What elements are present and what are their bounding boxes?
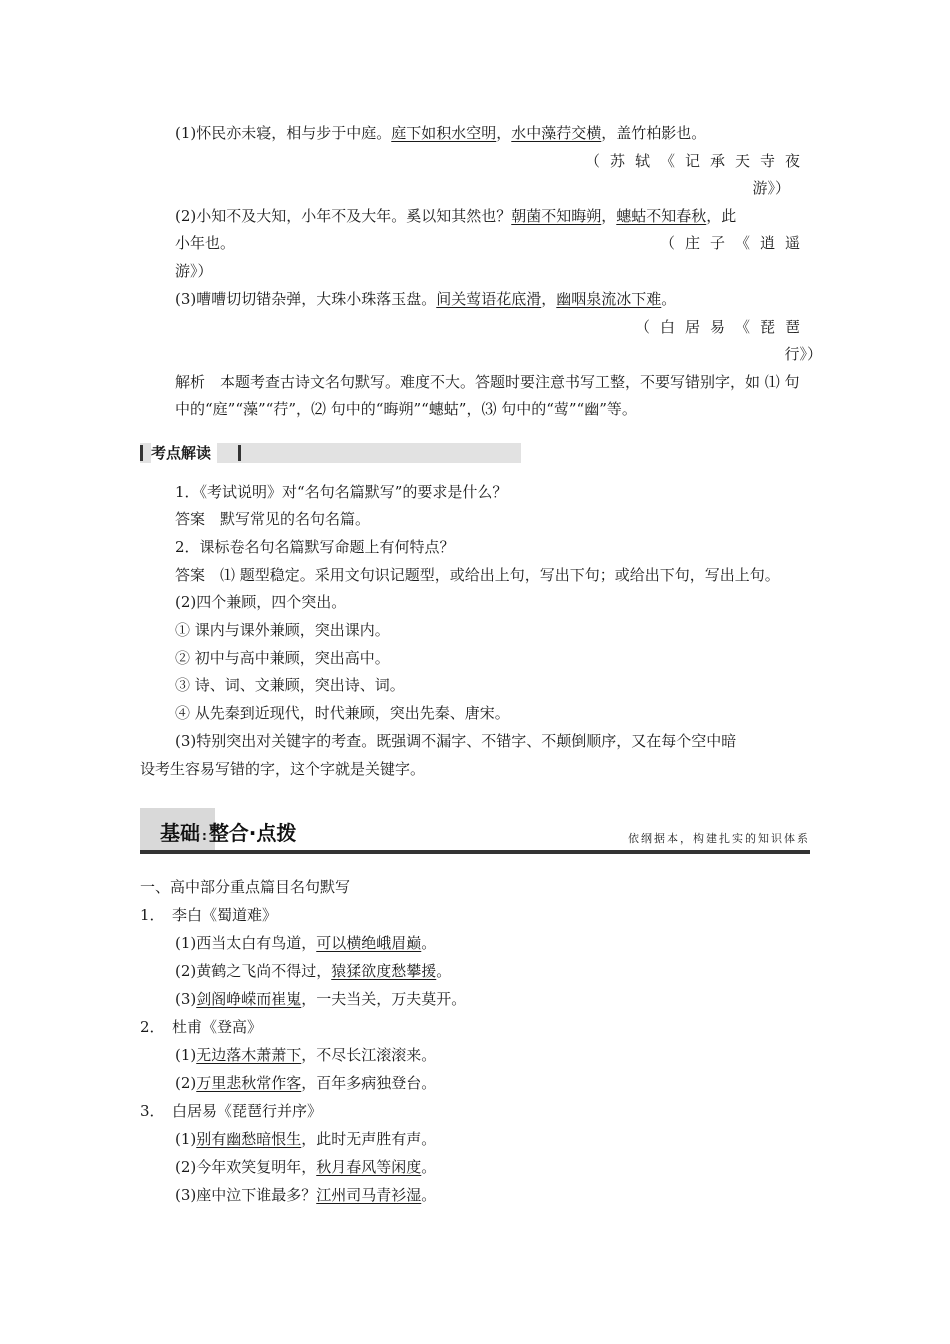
poem1-l1-tail: 。 bbox=[421, 934, 437, 952]
poem3-line-3 bbox=[175, 1184, 436, 1206]
poem2-l1-answer: 无边落木萧萧下 bbox=[196, 1046, 302, 1064]
q3-source-cont: 行》） bbox=[784, 345, 822, 363]
poem3-l2-tail: 。 bbox=[421, 1158, 437, 1176]
kaodian-item: (2)四个兼顾，四个突出。 bbox=[175, 593, 347, 611]
poem3-l1-tail: ，此时无声胜有声。 bbox=[301, 1130, 437, 1148]
poem1-l3-text: (3) bbox=[175, 990, 197, 1008]
kaodian-item: 2．课标卷名句名篇默写命题上有何特点？ bbox=[175, 538, 455, 556]
poem3-l3-answer: 江州司马青衫湿 bbox=[316, 1186, 422, 1204]
q2-line bbox=[175, 205, 736, 227]
q3-tail: 。 bbox=[661, 290, 677, 308]
poem2-l2-text: (2) bbox=[175, 1074, 197, 1092]
q1-tail: ，盖竹柏影也。 bbox=[601, 124, 707, 142]
jichu-rule bbox=[140, 850, 810, 854]
q2-answer-2: 蟪蛄不知春秋 bbox=[616, 207, 707, 225]
kaodian-title: 考点解读 bbox=[151, 443, 217, 463]
poem1-l2-text: (2)黄鹤之飞尚不得过， bbox=[175, 962, 332, 980]
kaodian-header bbox=[140, 443, 521, 463]
kaodian-item: 答案 ⑴ 题型稳定。采用文句识记题型，或给出上句，写出下句；或给出下句，写出上句。 bbox=[175, 566, 780, 584]
poem3-l1-text: (1) bbox=[175, 1130, 197, 1148]
poem2-l1-text: (1) bbox=[175, 1046, 197, 1064]
poem1-line-3 bbox=[175, 988, 466, 1010]
kaodian-item: ① 课内与课外兼顾，突出课内。 bbox=[175, 621, 390, 639]
poem1-l1-text: (1)西当太白有鸟道， bbox=[175, 934, 317, 952]
q3-line bbox=[175, 288, 676, 310]
kaodian-item: 设考生容易写错的字，这个字就是关键字。 bbox=[140, 760, 426, 778]
poem2-l2-tail: ，百年多病独登台。 bbox=[301, 1074, 437, 1092]
poem3-line-2 bbox=[175, 1156, 436, 1178]
q2-line-2: 小年也。 bbox=[175, 234, 236, 252]
q2-source: （庄子《逍遥 bbox=[659, 234, 810, 252]
q3-comma: ， bbox=[541, 290, 557, 308]
q2-answer-1: 朝菌不知晦朔 bbox=[511, 207, 602, 225]
kaodian-bar-right bbox=[238, 445, 241, 461]
kaodian-bar-left bbox=[140, 445, 143, 461]
q1-source: （苏轼《记承天寺夜 bbox=[584, 152, 810, 170]
poem3-l3-text: (3)座中泣下谁最多？ bbox=[175, 1186, 317, 1204]
analysis-line-2: 中的“庭”“藻”“荇”，⑵ 句中的“晦朔”“蟪蛄”，⑶ 句中的“莺”“幽”等。 bbox=[175, 400, 637, 418]
jichu-subtitle: 依纲据本，构建扎实的知识体系 bbox=[628, 832, 810, 845]
poem-title-1: 1． 李白《蜀道难》 bbox=[140, 906, 278, 924]
jichu-title bbox=[160, 820, 296, 849]
q3-answer-2: 幽咽泉流冰下难 bbox=[556, 290, 662, 308]
poem1-l3-answer: 剑阁峥嵘而崔嵬 bbox=[196, 990, 302, 1008]
poem2-l1-tail: ，不尽长江滚滚来。 bbox=[301, 1046, 437, 1064]
jichu-title-a: 基础 bbox=[160, 821, 200, 845]
q1-text: (1)怀民亦未寝，相与步于中庭。 bbox=[175, 124, 392, 142]
poem3-line-1 bbox=[175, 1128, 436, 1150]
q1-answer-2: 水中藻荇交横 bbox=[511, 124, 602, 142]
q1-answer-1: 庭下如积水空明 bbox=[391, 124, 497, 142]
poem1-line-2 bbox=[175, 960, 451, 982]
q2-comma: ， bbox=[601, 207, 617, 225]
poem1-l3-tail: ，一夫当关，万夫莫开。 bbox=[301, 990, 467, 1008]
q2-text: (2)小知不及大知，小年不及大年。奚以知其然也？ bbox=[175, 207, 512, 225]
q3-text: (3)嘈嘈切切错杂弹，大珠小珠落玉盘。 bbox=[175, 290, 437, 308]
poem2-line-2 bbox=[175, 1072, 436, 1094]
poem-title-3: 3． 白居易《琵琶行并序》 bbox=[140, 1102, 323, 1120]
q1-line bbox=[175, 122, 706, 144]
section-heading: 一、高中部分重点篇目名句默写 bbox=[140, 878, 351, 896]
kaodian-item: ④ 从先秦到近现代，时代兼顾，突出先秦、唐宋。 bbox=[175, 704, 510, 722]
analysis-line-1: 解析 本题考查古诗文名句默写。难度不大。答题时要注意书写工整，不要写错别字，如 ⑴ 句 bbox=[175, 373, 800, 391]
poem1-l2-answer: 猿猱欲度愁攀援 bbox=[331, 962, 437, 980]
jichu-title-b: 整合·点拨 bbox=[208, 821, 297, 845]
poem1-line-1 bbox=[175, 932, 436, 954]
jichu-sep: : bbox=[202, 829, 207, 843]
q2-tail: ，此 bbox=[706, 207, 737, 225]
poem1-l1-answer: 可以横绝峨眉巅 bbox=[316, 934, 422, 952]
poem2-line-1 bbox=[175, 1044, 436, 1066]
poem3-l2-text: (2)今年欢笑复明年， bbox=[175, 1158, 317, 1176]
poem2-l2-answer: 万里悲秋常作客 bbox=[196, 1074, 302, 1092]
kaodian-item: 1．《考试说明》对“名句名篇默写”的要求是什么？ bbox=[175, 483, 508, 501]
q1-comma: ， bbox=[496, 124, 512, 142]
kaodian-item: (3)特别突出对关键字的考查。既强调不漏字、不错字、不颠倒顺序，又在每个空中暗 bbox=[175, 732, 737, 750]
poem1-l2-tail: 。 bbox=[436, 962, 452, 980]
q3-source: （白居易《琵琶 bbox=[634, 318, 810, 336]
poem-title-2: 2． 杜甫《登高》 bbox=[140, 1018, 263, 1036]
poem3-l1-answer: 别有幽愁暗恨生 bbox=[196, 1130, 302, 1148]
q1-source-cont: 游》） bbox=[752, 179, 790, 197]
q2-source-cont: 游》） bbox=[175, 262, 213, 280]
kaodian-item: ③ 诗、词、文兼顾，突出诗、词。 bbox=[175, 676, 405, 694]
poem3-l3-tail: 。 bbox=[421, 1186, 437, 1204]
poem3-l2-answer: 秋月春风等闲度 bbox=[316, 1158, 422, 1176]
kaodian-item: 答案 默写常见的名句名篇。 bbox=[175, 510, 371, 528]
kaodian-item: ② 初中与高中兼顾，突出高中。 bbox=[175, 649, 390, 667]
q3-answer-1: 间关莺语花底滑 bbox=[436, 290, 542, 308]
